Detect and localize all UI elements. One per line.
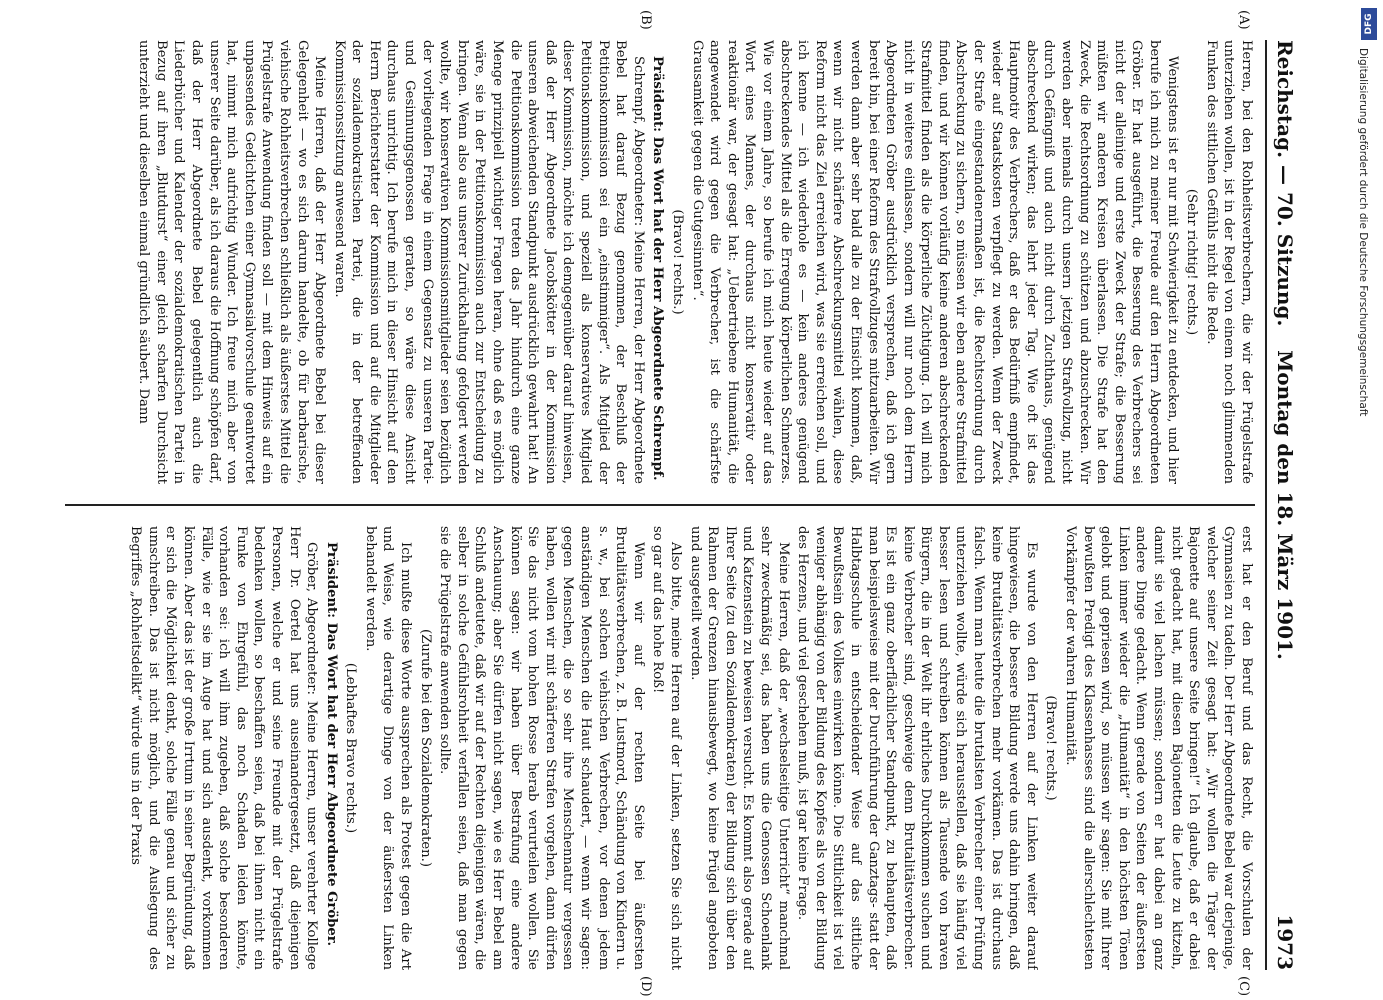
header-session: Reichstag. — 70. Sitzung.	[1273, 40, 1297, 327]
margin-marker-b: (B)	[638, 10, 653, 30]
paragraph: Herren, bei den Rohheitsverbrechern, die wir der Prügelstrafe unterziehen wollen, ist in der Regel von einem noch glimmenden Funken des sittlichen Gefühls nicht die Rede.	[1203, 40, 1254, 484]
paragraph: Es wurde von den Herren auf der Linken weiter darauf hingewiesen, die bessere Bildung werde uns dahin bringen, daß keine Brutalitätsverbrechen mehr vorkämen. Das ist durchaus falsch. Wenn man heute die brutalsten Verbrecher einer Prüfung unterziehen wollte, würde sich herausstellen, daß sie häufig viel besser lesen und schreiben können als Tausende von braven Bürgern, die in der Welt ihr ehrliches Durchkommen suchen und keine Verbrecher sind, geschweige denn Brutalitätsverbrecher. Es ist ein ganz oberflächlicher Standpunkt, zu behaupten, daß man beispielsweise mit der Durchführung der Ganztags- statt der Halbtagsschule in entscheidender Weise auf das sittliche Bewußtsein des Volkes einwirken könne. Die Sittlichkeit ist viel weniger abhängig von der Bildung des Kopfes als von der Bildung des Herzens, und viel geschehen muß, ist gar keine Frage.	[795, 526, 1039, 970]
interjection: (Sehr richtig! rechts.)	[1184, 188, 1200, 336]
digitization-sidebar	[1357, 8, 1377, 998]
dfg-logo: DFG	[1361, 8, 1377, 40]
right-text-column	[65, 526, 1255, 970]
margin-marker-d: (D)	[638, 976, 653, 997]
page-number: 1973	[1273, 914, 1297, 970]
page-header	[1265, 40, 1303, 970]
interjection: (Bravo! rechts.)	[1043, 695, 1059, 801]
interjection: (Zurufe bei den Sozialdemokraten.)	[417, 628, 433, 868]
left-text-column	[65, 40, 1255, 484]
paragraph: Wenigstens ist er nur mit Schwierigkeit zu entdecken, und hier berufe ich mich zu meiner Freude auf den Herrn Abgeordneten Gröber. Er hat ausgeführt, die Besserung des Verbrechers sei nicht der alleinige und erste Zweck der Strafe; die Besserung müßten wir anderen Kreisen überlassen. Die Strafe hat den Zweck, die Rechtsordnung zu schützen und abzuschrecken. Wir werden aber niemals durch unsern jetzigen Strafvollzug, nicht durch Gefängniß und auch nicht durch Zuchthaus, genügend abschreckend wirken; das lehrt jeder Tag. Wie oft ist das Hauptmotiv des Verbrechers, daß er das Bedürfniß empfindet, wieder auf Staatskosten verpflegt zu werden. Wenn der Zweck der Strafe eingestandenermaßen ist, die Rechtsordnung durch Abschreckung zu sichern, so müssen wir eben andere Strafmittel finden, und wir können vorläufig keine anderen abschreckenden Strafmittel finden als die körperliche Züchtigung. Ich will mich nicht in weiteres einlassen, sondern will nur noch dem Herrn Abgeordneten Gröber ausdrücklich versprechen, daß ich gern bereit bin, bei einer Reform des Strafvollzuges mitzuarbeiten. Wir werden dann aber sehr bald alle zu der Einsicht kommen, daß, wenn wir nicht schärfere Abschreckungsmittel wählen, diese Reform nicht das Ziel erreichen wird, was sie erreichen soll, und ich kenne — ich wiederhole es — kein anderes genügend abschreckendes Mittel als die Erregung körperlichen Schmerzes. Wie vor einem Jahre, so berufe ich mich heute wieder auf das Wort eines Mannes, der durchaus nicht konservativ oder reaktionär war, der gesagt hat: „Uebertriebene Humanität, die angewendet wird gegen die Verbrecher, ist die schärfste Grausamkeit gegen die Gutgesinnten“.	[689, 40, 1180, 484]
paragraph: Wenn wir auf der rechten Seite bei äußersten Brutalitätsverbrechen, z. B. Lustmord, Schändung von Kindern u. s. w., bei solchen viehischen Verbrechen, vor denen jedem anständigen Menschen die Haut schaudert, — wenn wir sagen: gegen Menschen, die so sehr ihre Menschennatur vergessen haben, wollen wir mit schärferen Strafen vorgehen, dann dürfen Sie das nicht vom hohen Rosse herab verurteilen wollen. Sie können sagen: wir haben über Bestrafung eine andere Anschauung; aber Sie dürfen nicht sagen, wie es Herr Bebel am Schluß andeutete, daß wir auf der Rechten diejenigen wären, die selber in solche Gefühlsrohheit verfallen seien, daß man gegen sie die Prügelstrafe anwenden sollte.	[437, 526, 646, 970]
margin-marker-c: (C)	[1236, 976, 1251, 997]
funding-caption: Digitalisierung gefördert durch die Deutsche Forschungsgemeinschaft	[1357, 48, 1369, 417]
newspaper-page	[53, 10, 1303, 997]
header-date: Montag den 18. März 1901.	[1273, 350, 1297, 660]
speaker-paragraph: Gröber, Abgeordneter: Meine Herren, unser verehrter Kollege Herr Dr. Oertel hat uns auseinandergesetzt, daß diejenigen Personen, welche er und seine Freunde mit der Prügelstrafe bedenken wollen, so beschaffen seien, daß bei ihnen nicht ein Funke von Ehrgefühl, das noch Schaden leiden könnte, vorhanden sei: ich will ihm zugeben, daß solche besonderen Fälle, wie er sie im Auge hat und sich ausdenkt, vorkommen können. Aber das ist der große Irrtum in seiner Begründung, daß er sich die Möglichkeit denkt, solche Fälle genau und sicher zu umschreiben. Das ist nicht möglich, und die Auslegung des Begriffes „Rohheitsdelikt“ würde uns in der Praxis	[128, 526, 320, 970]
president-remark: Präsident: Das Wort hat der Herr Abgeordnete Schrempf.	[650, 56, 666, 481]
paragraph: Also bitte, meine Herren auf der Linken, setzen Sie sich nicht so gar auf das hohe Roß!	[650, 526, 683, 970]
margin-marker-a: (A)	[1236, 10, 1251, 30]
paragraph: Ich mußte diese Worte aussprechen als Protest gegen die Art und Weise, wie derartige Dinge von der äußersten Linken behandelt werden.	[362, 526, 414, 970]
interjection: (Lebhaftes Bravo rechts.)	[343, 662, 359, 834]
president-remark: Präsident: Das Wort hat der Herr Abgeordnete Gröber.	[323, 542, 339, 947]
interjection: (Bravo! rechts.)	[670, 209, 685, 315]
paragraph: erst hat er den Beruf und das Recht, die Vorschulen der Gymnasien zu tadeln. Der Herr Abgeordnete Bebel war derjenige, welcher seiner Zeit gesagt hat: „Wir wollen die Träger der Bajonette auf unsere Seite bringen!“ Ich glaube, daß er dabei nicht gedacht hat, mit diesen Bajonetten die Leute zu kitzeln, damit sie viel lachen müssen; sondern er hat dabei an ganz andere Dinge gedacht. Wenn gerade von Seiten der äußersten Linken immer wieder die „Humanität“ in den höchsten Tönen gelobt und gepriesen wird, so müssen wir sagen: Sie mit Ihrer bewußten Predigt des Klassenhasses sind die allerschlechtesten Vorkämpfer der wahren Humanität.	[1063, 526, 1254, 970]
paragraph: Meine Herren, daß der „wechselseitige Unterricht“ manchmal sehr zweckmäßig sei, das haben uns die Genossen Schoenlank und Katzenstein zu beweisen versucht. Es kommt also gerade auf Ihrer Seite (zu den Sozialdemokraten) der Bildung sich über den Rahmen der Grenzen hinausbewegt, wo keine Prügel angeboten und ausgeteilt werden.	[687, 526, 791, 970]
column-divider	[65, 504, 1255, 506]
speaker-paragraph: Schrempf, Abgeordneter: Meine Herren, der Herr Abgeordnete Bebel hat darauf Bezug genommen, der Beschluß der Petitionskommission sei ein „einstimmiger“. Als Mitglied der Petitionskommission, und speziell als konservatives Mitglied dieser Kommission, möchte ich demgegenüber darauf hinweisen, daß der Herr Abgeordnete Jacobskötter in der Kommission unseren abweichenden Standpunkt ausdrücklich gewahrt hat! An die Petitionskommission treten das Jahr hindurch eine ganze Menge prinzipiell wichtiger Fragen heran, ohne daß es möglich wäre, sie in der Petitionskommission auch zur Entscheidung zu bringen. Wenn also aus unserer Zurückhaltung gefolgert werden wollte, wir konservativen Kommissionsmitglieder seien bezüglich der vorliegenden Frage in einem Gegensatz zu unseren Partei- und Gesinnungsgenossen geraten, so wäre diese Ansicht durchaus unrichtig. Ich berufe mich in dieser Hinsicht auf den Herrn Berichterstatter der Kommission und auf die Mitglieder der sozialdemokratischen Partei, die in der betreffenden Kommissionssitzung anwesend waren.	[331, 40, 646, 484]
paragraph: Meine Herren, daß der Herr Abgeordnete Bebel bei dieser Gelegenheit — wo es sich darum handelte, ob für barbarische, viehische Rohheitsverbrechen schließlich als äußerstes Mittel die Prügelstrafe Anwendung finden soll — mit dem Hinweis auf ein unpassendes Gedichtchen einer Gymnasialvorschule geantwortet hat, nimmt mich aufrichtig Wunder. Ich freue mich aber von unserer Seite darüber, als ich daraus die Hoffnung schöpfen darf, daß der Herr Abgeordnete Bebel gelegentlich auch die Liederbücher und Kalender der sozialdemokratischen Partei in Bezug auf ihren „Blutdurst“ einer gleich scharfen Durchsicht unterzieht und dieselben einmal gründlich säubert. Dann	[136, 40, 328, 484]
